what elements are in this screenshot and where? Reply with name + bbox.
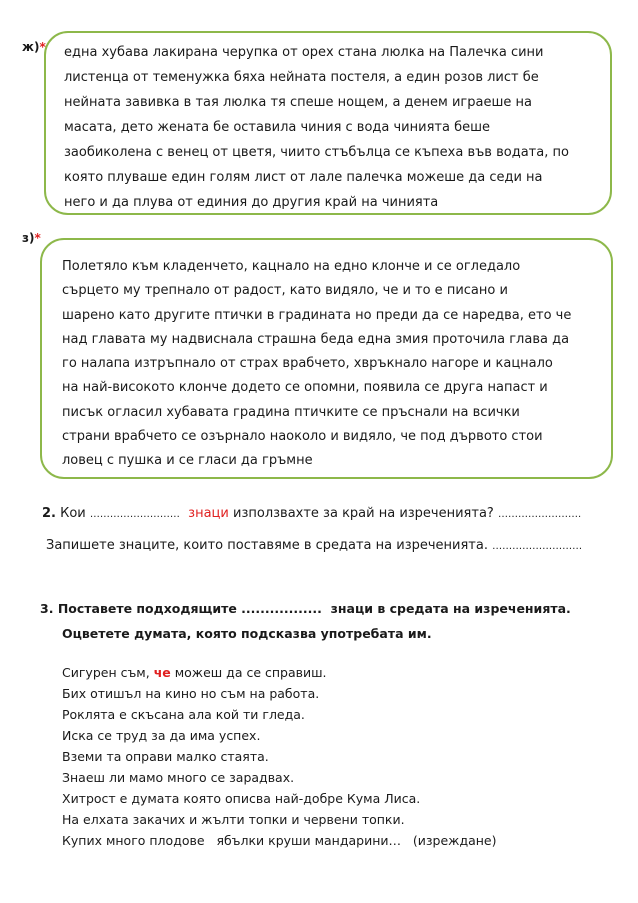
text-line: Полетяло към кладенчето, кацнало на едно клонче и се огледало [62,259,521,274]
text-line: която плуваше един голям лист от лале палечка можеше да седи на [64,170,543,185]
text-box-sparrow [40,238,613,479]
text-line: над главата му надвиснала страшна беда една змия проточила глава да [62,331,570,347]
text-line: шарено като другите птички в градината но преди да се наредва, ето че [62,307,572,323]
question-3-line-1: 3. Поставете подходящите ................. знаци в средата на изреченията. [40,601,571,616]
exercise-sentence: Сигурен съм, че можеш да се справиш. [62,665,327,680]
section-label-z: з)* [22,231,41,245]
question-2-line-1: 2. Кои ……………………… знаци използвахте за край на изреченията? ……………………. [42,506,582,521]
answer-blank[interactable]: ……………………. [497,509,582,520]
required-star: * [34,231,41,245]
text-line: една хубава лакирана черупка от орех стана люлка на Палечка сини [64,45,544,60]
exercise-sentence: Иска се труд за да има успех. [62,728,261,743]
text-line: нейната завивка в тая люлка тя спеше нощем, а денем играеше на [64,95,532,110]
exercise-sentence: На елхата закачих и жълти топки и червени топки. [62,812,405,827]
exercise-sentence: Хитрост е думата която описва най-добре Кума Лиса. [62,791,421,806]
text-line: масата, дето жената бе оставила чиния с вода чинията беше [64,120,490,135]
text-line: писък огласил хубавата градина птичките се пръснали на всички [62,404,520,420]
answer-blank[interactable]: ................. [241,601,322,616]
highlighted-word: знаци [188,506,229,521]
required-star: * [39,40,46,54]
section-label-zh: ж)* [22,40,46,54]
answer-blank[interactable]: ……………………… [492,541,583,552]
question-2-line-2: Запишете знаците, които поставяме в средата на изреченията. ……………………… [46,538,583,553]
question-number: 3. [40,601,54,616]
answer-blank[interactable]: ……………………… [89,509,180,520]
exercise-sentence: Знаеш ли мамо много се зарадвах. [62,770,295,785]
text-line: заобиколена с венец от цветя, чиито стъбълца се къпеха във водата, по [64,145,569,160]
text-line: на най-високото клонче додето се опомни, появила се друга напаст и [62,380,548,396]
exercise-sentence: Вземи та оправи малко стаята. [62,749,269,764]
question-3-line-2: Оцветете думата, която подсказва употребата им. [62,626,432,641]
exercise-sentences [62,662,497,851]
text-box-palechka [44,31,612,215]
question-number: 2. [42,506,56,521]
text-line: сърцето му трепнало от радост, като видяло, че и то е писано и [62,283,508,299]
text-line: страни врабчето се озърнало наоколо и видяло, че под дървото стои [62,429,543,445]
exercise-sentence: Роклята е скъсана ала кой ти гледа. [62,707,305,722]
text-line: него и да плува от единия до другия край на чинията [64,195,439,210]
text-line: листенца от теменужка бяха нейната постеля, а един розов лист бе [64,70,539,85]
exercise-sentence: Бих отишъл на кино но съм на работа. [62,686,320,701]
exercise-sentence: Купих много плодове ябълки круши мандарини… (изреждане) [62,833,497,848]
text-line: го налапа изтръпнало от страх врабчето, хвръкнало нагоре и кацнало [62,356,553,372]
highlighted-word: че [153,665,171,680]
text-line: ловец с пушка и се гласи да гръмне [62,453,313,469]
